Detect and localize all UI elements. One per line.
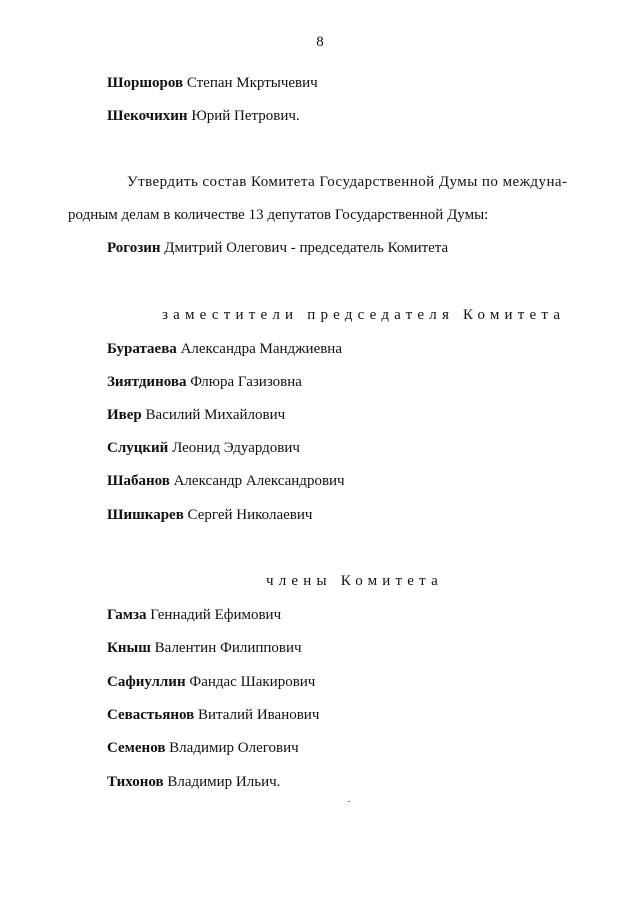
given-name: Валентин Филиппович [154,640,302,656]
resolution-line-2: родным делам в количестве 13 депутатов Государственной Думы: [68,207,489,223]
list-item [107,607,281,624]
resolution-line-1: Утвердить состав Комитета Государственной Думы по междуна- [127,174,568,190]
list-item [107,707,319,724]
list-item [107,740,299,757]
given-name: Владимир Ильич. [167,774,281,790]
given-name: Дмитрий Олегович - председатель Комитета [164,240,449,256]
list-item [107,108,300,125]
given-name: Василий Михайлович [145,407,286,423]
surname: Сафиуллин [107,674,186,690]
surname: Шоршоров [107,75,184,91]
list-item [107,407,285,424]
list-item [107,75,318,92]
given-name: Виталий Иванович [197,707,320,723]
given-name: Фандас Шакирович [189,674,316,690]
surname: Ивер [107,407,142,423]
surname: Кныш [107,640,151,656]
scan-speck [348,801,350,802]
given-name: Юрий Петрович. [191,108,300,124]
list-item [107,374,302,391]
chairman-line [107,240,448,257]
surname: Семенов [107,740,166,756]
given-name: Геннадий Ефимович [150,607,282,623]
given-name: Сергей Николаевич [187,507,313,523]
list-item [107,440,300,457]
surname: Гамза [107,607,147,623]
list-item [107,341,342,358]
given-name: Александра Манджиевна [180,341,342,357]
list-item [107,507,312,524]
given-name: Леонид Эдуардович [172,440,300,456]
given-name: Александр Александрович [173,473,345,489]
surname: Слуцкий [107,440,169,456]
given-name: Степан Мкртычевич [186,75,318,91]
surname: Шабанов [107,473,170,489]
given-name: Флюра Газизовна [190,374,302,390]
surname: Тихонов [107,774,164,790]
list-item [107,774,280,791]
page-number: 8 [316,34,324,50]
list-item [107,640,302,657]
surname: Буратаева [107,341,177,357]
deputies-heading: заместители председателя Комитета [162,307,566,323]
list-item [107,473,345,490]
surname: Рогозин [107,240,161,256]
given-name: Владимир Олегович [169,740,299,756]
surname: Шекочихин [107,108,188,124]
surname: Шишкарев [107,507,184,523]
surname: Зиятдинова [107,374,187,390]
members-heading: члены Комитета [266,573,443,589]
list-item [107,674,315,691]
surname: Севастьянов [107,707,195,723]
